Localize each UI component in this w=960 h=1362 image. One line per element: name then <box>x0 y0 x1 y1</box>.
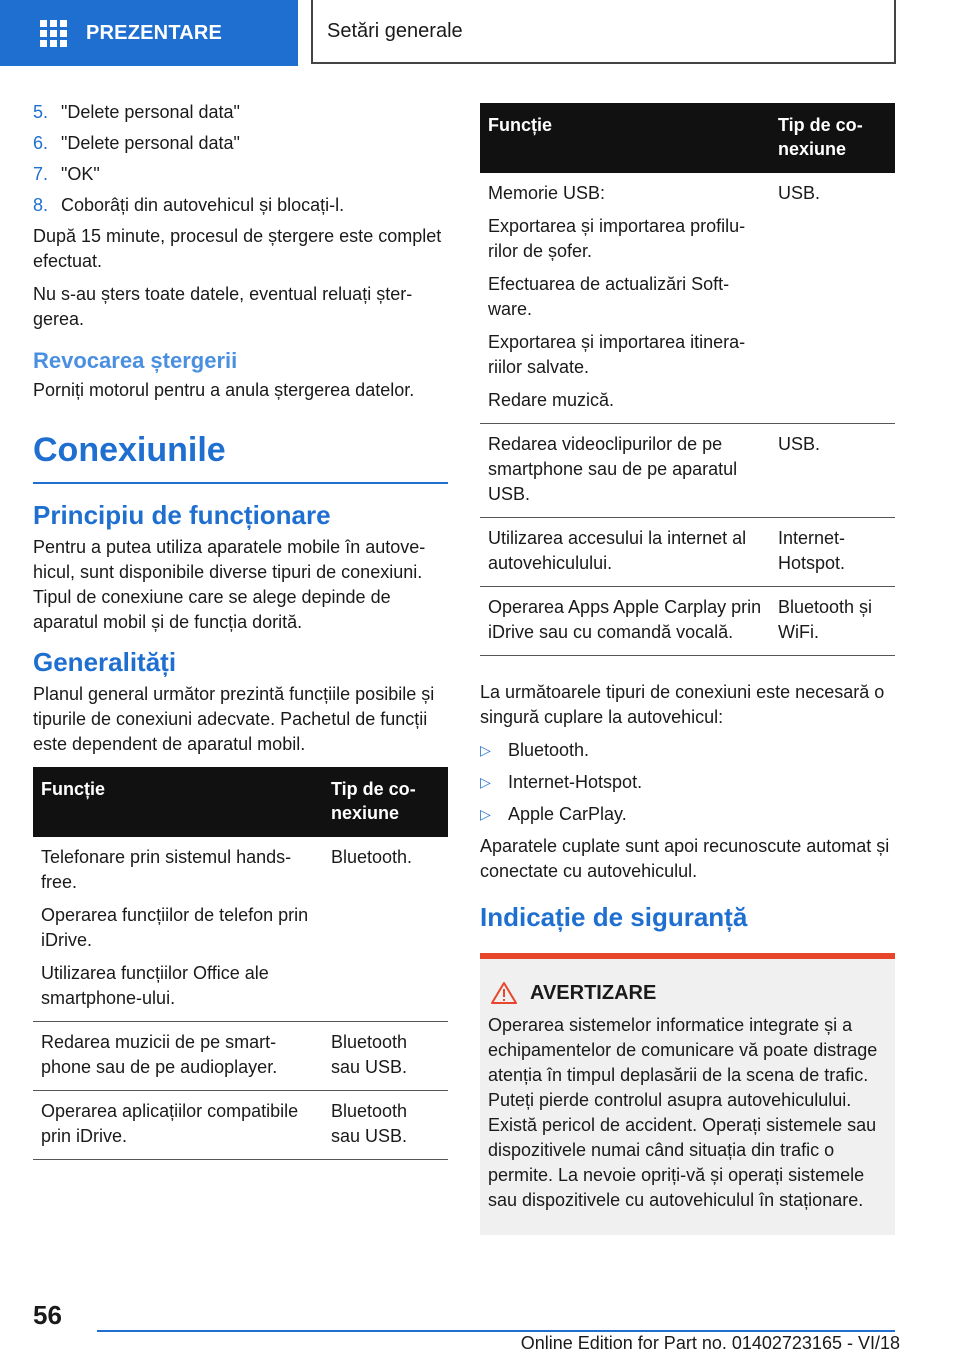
step-text: "OK" <box>61 164 100 184</box>
table-cell-function <box>480 424 770 518</box>
cell-line: Utilizarea funcțiilor Office ale smartphone-ului. <box>41 963 269 1008</box>
table-row <box>480 587 895 656</box>
column-header-function: Funcție <box>33 767 323 837</box>
heading-principiu: Principiu de funcționare <box>33 500 331 530</box>
left-column <box>33 100 448 1160</box>
paragraph-generalitati: Planul general următor prezintă funcțiile posibile și tipurile de conexiuni adecvate. Pachetul de funcții este dependent de aparatul mobil. <box>33 684 435 754</box>
footer-edition: Online Edition for Part no. 01402723165 - VI/18 <box>520 1333 900 1353</box>
cell-line: Utilizarea accesului la internet al autovehiculului. <box>488 528 747 573</box>
cell-line: Operarea funcțiilor de telefon prin iDrive. <box>41 905 309 950</box>
table-row <box>480 424 895 518</box>
heading-revocare: Revocarea ștergerii <box>33 348 238 373</box>
cell-line: Memorie USB: <box>488 183 606 203</box>
table-cell-function <box>33 837 323 1022</box>
triangle-right-icon: ▷ <box>480 742 491 758</box>
cell-line: Efectuarea de actualizări Software. <box>488 274 730 319</box>
step-number: 7. <box>33 164 49 184</box>
step-number: 5. <box>33 102 49 122</box>
warning-label: AVERTIZARE <box>530 981 657 1004</box>
table-cell-connection: Bluetooth sau USB. <box>323 1091 448 1160</box>
table-row <box>33 837 448 1022</box>
step-text: "Delete personal data" <box>61 102 240 122</box>
list-item <box>480 738 895 763</box>
function-table-right <box>480 103 895 656</box>
cell-line: Operarea Apps Apple Carplay prin iDrive sau cu comandă vocală. <box>488 597 762 642</box>
tab-section-title[interactable] <box>311 0 896 64</box>
paragraph-not-all-deleted: Nu s-au șters toate datele, eventual reluați ștergerea. <box>33 284 413 329</box>
triangle-right-icon: ▷ <box>480 774 491 790</box>
table-row <box>33 1091 448 1160</box>
section-title-label: Setări generale <box>327 19 463 42</box>
step-text: "Delete personal data" <box>61 133 240 153</box>
table-row <box>33 1022 448 1091</box>
table-cell-function <box>33 1091 323 1160</box>
paragraph-after-bullets: Aparatele cuplate sunt apoi recunoscute automat și conectate cu autovehiculul. <box>480 836 890 881</box>
cell-line: Redarea muzicii de pe smartphone sau de pe audioplayer. <box>41 1032 278 1077</box>
list-item <box>33 100 448 125</box>
tab-prezentare-label: PREZENTARE <box>86 21 223 44</box>
cell-line: Redarea videoclipurilor de pe smartphone sau de pe aparatul USB. <box>488 434 738 504</box>
step-number: 6. <box>33 133 49 153</box>
triangle-right-icon: ▷ <box>480 806 491 822</box>
list-item <box>480 770 895 795</box>
right-column <box>480 103 895 1235</box>
warning-title <box>488 981 885 1005</box>
cell-line: Telefonare prin sistemul hands-free. <box>41 847 292 892</box>
bullet-text: Apple CarPlay. <box>508 804 627 824</box>
step-number: 8. <box>33 195 49 215</box>
warning-triangle-icon <box>490 981 518 1005</box>
warning-text: Operarea sistemelor informatice integrate și a echipamentelor de comunicare vă poate distrage atenția în timpul deplasării de la scena de trafic. Puteți pierde controlul asupra autovehiculului. Există pericol de accident. Operați sistemele sau dispozitivele numai când situația din trafic o permite. La nevoie opriți-vă și operați sistemele sau dispozitivele cu autovehiculul în staționare. <box>488 1015 878 1210</box>
step-list <box>33 100 448 218</box>
paragraph-principiu: Pentru a putea utiliza aparatele mobile în autovehicul, sunt disponibile diverse tipuri de conexiuni. Tipul de conexiune care se alege depinde de aparatul mobil și de funcția dorită. <box>33 537 426 632</box>
table-cell-connection: USB. <box>770 424 895 518</box>
table-cell-connection: Internet-Hotspot. <box>770 518 895 587</box>
cell-line: Operarea aplicațiilor compatibile prin iDrive. <box>41 1101 299 1146</box>
heading-generalitati: Generalități <box>33 647 177 677</box>
column-header-connection: Tip de conexiune <box>323 767 448 837</box>
list-item <box>33 131 448 156</box>
connection-bullet-list <box>480 738 895 827</box>
paragraph-revocare: Porniți motorul pentru a anula ștergerea datelor. <box>33 380 415 400</box>
list-item <box>33 162 448 187</box>
paragraph-deletion-complete: După 15 minute, procesul de ștergere este complet efectuat. <box>33 226 442 271</box>
cell-line: Exportarea și importarea profilurilor de șofer. <box>488 216 746 261</box>
tab-prezentare[interactable] <box>0 0 298 66</box>
step-text: Coborâți din autovehicul și blocați-l. <box>61 195 345 215</box>
table-cell-function <box>480 587 770 656</box>
cell-line: Exportarea și importarea itinerariilor salvate. <box>488 332 746 377</box>
bullet-text: Internet-Hotspot. <box>508 772 643 792</box>
page-header <box>0 0 960 66</box>
table-cell-connection: Bluetooth și WiFi. <box>770 587 895 656</box>
warning-box <box>480 959 895 1235</box>
cell-line: Redare muzică. <box>488 390 615 410</box>
list-item <box>33 193 448 218</box>
column-header-function: Funcție <box>480 103 770 173</box>
table-cell-connection: Bluetooth. <box>323 837 448 1022</box>
column-header-connection: Tip de conexiune <box>770 103 895 173</box>
page-number: 56 <box>33 1300 62 1330</box>
table-cell-function <box>480 518 770 587</box>
footer-divider <box>97 1330 895 1332</box>
table-header-row <box>33 767 448 837</box>
table-header-row <box>480 103 895 173</box>
heading-safety: Indicație de siguranță <box>480 902 748 932</box>
paragraph-pairing: La următoarele tipuri de conexiuni este necesară o singură cuplare la autovehicul: <box>480 682 885 727</box>
table-cell-function <box>33 1022 323 1091</box>
table-cell-function <box>480 173 770 424</box>
bullet-text: Bluetooth. <box>508 740 590 760</box>
grid-icon <box>40 20 66 46</box>
table-row <box>480 518 895 587</box>
section-title-conexiunile: Conexiunile <box>33 431 448 484</box>
table-row <box>480 173 895 424</box>
table-cell-connection: USB. <box>770 173 895 424</box>
table-cell-connection: Bluetooth sau USB. <box>323 1022 448 1091</box>
function-table-left <box>33 767 448 1160</box>
list-item <box>480 802 895 827</box>
